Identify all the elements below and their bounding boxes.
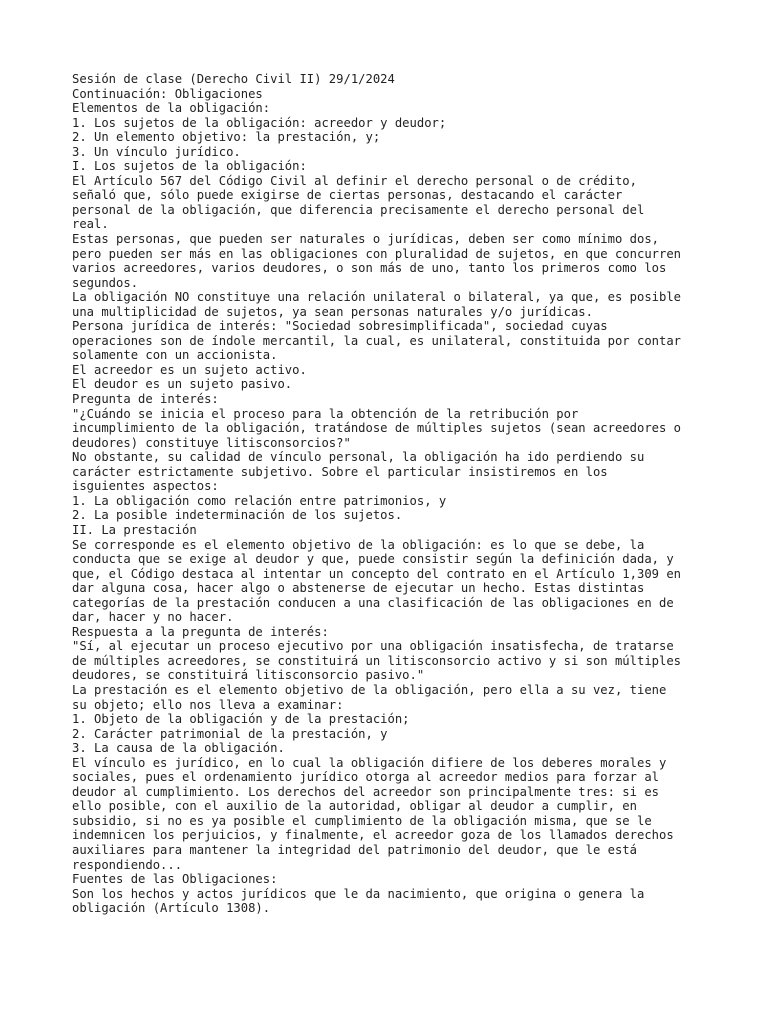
document-line: Respuesta a la pregunta de interés: <box>72 624 329 639</box>
document-line: II. La prestación <box>72 522 197 537</box>
document-line: categorías de la prestación conducen a una clasificación de las obligaciones en de <box>72 595 674 610</box>
document-line: 3. Un vínculo jurídico. <box>72 144 241 159</box>
document-line: Persona jurídica de interés: "Sociedad sobresimplificada", sociedad cuyas <box>72 319 608 334</box>
document-line: 2. Un elemento objetivo: la prestación, y; <box>72 130 381 145</box>
document-line: operaciones son de índole mercantil, la cual, es unilateral, constituida por contar <box>72 333 682 348</box>
document-line: 1. Objeto de la obligación y de la prestación; <box>72 712 410 727</box>
document-line: deudores, se constituirá litisconsorcio pasivo." <box>72 668 425 683</box>
document-line: Elementos de la obligación: <box>72 101 271 116</box>
document-line: su objeto; ello nos lleva a examinar: <box>72 697 344 712</box>
document-line: obligación (Artículo 1308). <box>72 901 271 916</box>
document-line: Fuentes de las Obligaciones: <box>72 872 278 887</box>
document-line: señaló que, sólo puede exigirse de ciertas personas, destacando el carácter <box>72 188 623 203</box>
document-line: La obligación NO constituye una relación unilateral o bilateral, ya que, es posible <box>72 290 682 305</box>
document-line: una multiplicidad de sujetos, ya sean personas naturales y/o jurídicas. <box>72 304 593 319</box>
document-line: isguientes aspectos: <box>72 479 219 494</box>
document-line: deudor al cumplimiento. Los derechos del acreedor son principalmente tres: si es <box>72 784 659 799</box>
document-line: segundos. <box>72 275 139 290</box>
document-line: 2. Carácter patrimonial de la prestación, y <box>72 726 388 741</box>
document-line: incumplimiento de la obligación, tratándose de múltiples sujetos (sean acreedores o <box>72 421 682 436</box>
document-line: Estas personas, que pueden ser naturales o jurídicas, deben ser como mínimo dos, <box>72 232 659 247</box>
document-line: carácter estrictamente subjetivo. Sobre el particular insistiremos en los <box>72 464 608 479</box>
document-line: personal de la obligación, que diferencia precisamente el derecho personal del <box>72 202 645 217</box>
document-line: solamente con un accionista. <box>72 348 278 363</box>
document-line: subsidio, si no es ya posible el cumplimiento de la obligación misma, que se le <box>72 813 652 828</box>
document-line: Sesión de clase (Derecho Civil II) 29/1/2024 <box>72 72 395 86</box>
document-line: respondiendo... <box>72 857 183 872</box>
document-line: dar alguna cosa, hacer algo o abstenerse de ejecutar un hecho. Estas distintas <box>72 581 645 596</box>
document-line: "Sí, al ejecutar un proceso ejecutivo por una obligación insatisfecha, de tratarse <box>72 639 674 654</box>
document-line: de múltiples acreedores, se constituirá un litisconsorcio activo y si son múltiples <box>72 653 682 668</box>
document-line: ello posible, con el auxilio de la autoridad, obligar al deudor a cumplir, en <box>72 799 637 814</box>
document-line: No obstante, su calidad de vínculo personal, la obligación ha ido perdiendo su <box>72 450 645 465</box>
document-line: "¿Cuándo se inicia el proceso para la obtención de la retribución por <box>72 406 579 421</box>
document-line: varios acreedores, varios deudores, o son más de uno, tanto los primeros como los <box>72 261 667 276</box>
document-line: 2. La posible indeterminación de los sujetos. <box>72 508 403 523</box>
document-line: Pregunta de interés: <box>72 392 219 407</box>
document-line: deudores) constituye litisconsorcios?" <box>72 435 351 450</box>
document-line: La prestación es el elemento objetivo de la obligación, pero ella a su vez, tiene <box>72 682 667 697</box>
document-line: El deudor es un sujeto pasivo. <box>72 377 293 392</box>
document-line: I. Los sujetos de la obligación: <box>72 159 307 174</box>
document-line: Continuación: Obligaciones <box>72 86 263 101</box>
document-line: El acreedor es un sujeto activo. <box>72 362 307 377</box>
document-line: conducta que se exige al deudor y que, puede consistir según la definición dada, y <box>72 552 674 567</box>
document-line: El Artículo 567 del Código Civil al definir el derecho personal o de crédito, <box>72 173 637 188</box>
document-line: dar, hacer y no hacer. <box>72 610 234 625</box>
document-line: 1. La obligación como relación entre patrimonios, y <box>72 493 447 508</box>
document-line: 3. La causa de la obligación. <box>72 741 285 756</box>
document-page <box>72 72 698 916</box>
document-line: El vínculo es jurídico, en lo cual la obligación difiere de los deberes morales y <box>72 755 667 770</box>
document-line: Son los hechos y actos jurídicos que le da nacimiento, que origina o genera la <box>72 886 645 901</box>
document-line: 1. Los sujetos de la obligación: acreedor y deudor; <box>72 115 447 130</box>
document-line: real. <box>72 217 109 232</box>
document-line: auxiliares para mantener la integridad del patrimonio del deudor, que le está <box>72 842 637 857</box>
document-line: que, el Código destaca al intentar un concepto del contrato en el Artículo 1,309 en <box>72 566 682 581</box>
document-line: indemnicen los perjuicios, y finalmente, el acreedor goza de los llamados derechos <box>72 828 674 843</box>
document-line: Se corresponde es el elemento objetivo de la obligación: es lo que se debe, la <box>72 537 645 552</box>
document-line: pero pueden ser más en las obligaciones con pluralidad de sujetos, en que concurren <box>72 246 682 261</box>
document-line: sociales, pues el ordenamiento jurídico otorga al acreedor medios para forzar al <box>72 770 659 785</box>
